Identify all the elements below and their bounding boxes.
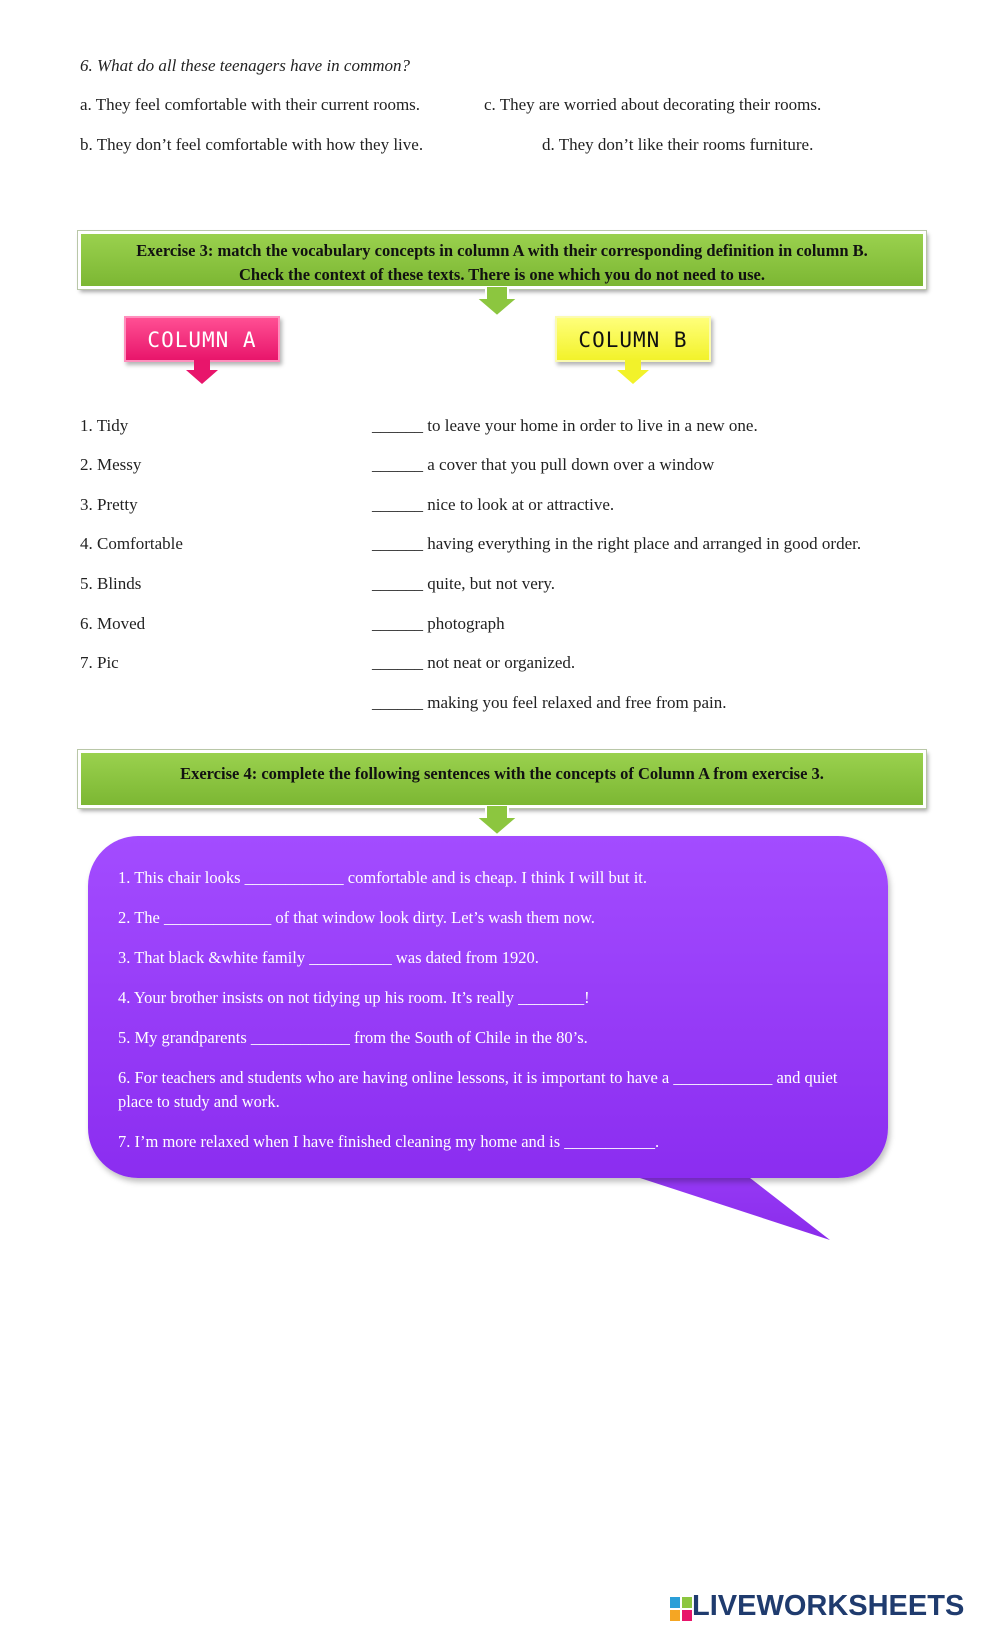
definition-row <box>372 693 727 713</box>
definition-row <box>372 534 861 554</box>
answer-blank[interactable]: ______ <box>372 653 423 672</box>
sentence-item: 5. My grandparents ____________ from the South of Chile in the 80’s. <box>118 1028 588 1047</box>
liveworksheets-brand[interactable]: LIVEWORKSHEETS <box>692 1590 965 1622</box>
vocab-item: 3. Pretty <box>80 495 138 514</box>
definition-text: not neat or organized. <box>427 653 576 672</box>
liveworksheets-logo-icon <box>670 1597 692 1623</box>
column-b-label: COLUMN B <box>555 316 711 362</box>
definition-row <box>372 653 575 673</box>
answer-blank[interactable]: ______ <box>372 495 423 514</box>
exercise-3-banner <box>78 231 926 289</box>
definition-text: nice to look at or attractive. <box>427 495 615 514</box>
option-a[interactable]: a. They feel comfortable with their current rooms. <box>80 95 421 114</box>
definition-row <box>372 495 614 515</box>
definition-text: a cover that you pull down over a window <box>427 455 715 474</box>
sentence-item: 7. I’m more relaxed when I have finished cleaning my home and is ___________. <box>118 1132 660 1151</box>
sentence-item: 3. That black &white family __________ was dated from 1920. <box>118 948 539 967</box>
vocab-item: 2. Messy <box>80 455 142 474</box>
column-a-label: COLUMN A <box>124 316 280 362</box>
exercise-3-instruction-line1: Exercise 3: match the vocabulary concepts in column A with their corresponding definition in column B. <box>136 241 868 260</box>
vocab-item: 4. Comfortable <box>80 534 183 553</box>
sentence-item: 6. For teachers and students who are having online lessons, it is important to have a ____________ and quiet place to study and work. <box>118 1068 838 1111</box>
sentence-item: 1. This chair looks ____________ comfortable and is cheap. I think I will but it. <box>118 868 647 887</box>
exercise-3-instruction-line2: Check the context of these texts. There is one which you do not need to use. <box>239 265 765 284</box>
definition-row <box>372 455 714 475</box>
answer-blank[interactable]: ______ <box>372 416 423 435</box>
definition-text: having everything in the right place and arranged in good order. <box>427 534 862 553</box>
column-a-arrow-down-icon <box>184 360 220 386</box>
exercise-4-instruction: Exercise 4: complete the following sentences with the concepts of Column A from exercise 3. <box>180 764 824 783</box>
vocab-item: 7. Pic <box>80 653 119 672</box>
definition-text: photograph <box>427 614 505 633</box>
answer-blank[interactable]: ______ <box>372 574 423 593</box>
banner-arrow-down-icon <box>474 286 520 318</box>
question-6-title: 6. What do all these teenagers have in common? <box>80 56 411 75</box>
definition-row <box>372 614 505 634</box>
sentence-item: 2. The _____________ of that window look dirty. Let’s wash them now. <box>118 908 595 927</box>
option-d[interactable]: d. They don’t like their rooms furniture. <box>542 135 814 154</box>
vocab-item: 6. Moved <box>80 614 146 633</box>
option-c[interactable]: c. They are worried about decorating their rooms. <box>484 95 822 114</box>
option-b[interactable]: b. They don’t feel comfortable with how they live. <box>80 135 424 154</box>
vocab-item: 1. Tidy <box>80 416 129 435</box>
answer-blank[interactable]: ______ <box>372 534 423 553</box>
vocab-item: 5. Blinds <box>80 574 142 593</box>
definition-row <box>372 416 758 436</box>
definition-text: to leave your home in order to live in a new one. <box>427 416 758 435</box>
exercise-4-banner <box>78 750 926 808</box>
answer-blank[interactable]: ______ <box>372 614 423 633</box>
sentence-item: 4. Your brother insists on not tidying up his room. It’s really ________! <box>118 988 590 1007</box>
definition-row <box>372 574 555 594</box>
answer-blank[interactable]: ______ <box>372 693 423 712</box>
sentences-speech-bubble <box>84 830 894 1230</box>
definition-text: making you feel relaxed and free from pain. <box>427 693 727 712</box>
definition-text: quite, but not very. <box>427 574 556 593</box>
column-b-arrow-down-icon <box>615 360 651 386</box>
answer-blank[interactable]: ______ <box>372 455 423 474</box>
